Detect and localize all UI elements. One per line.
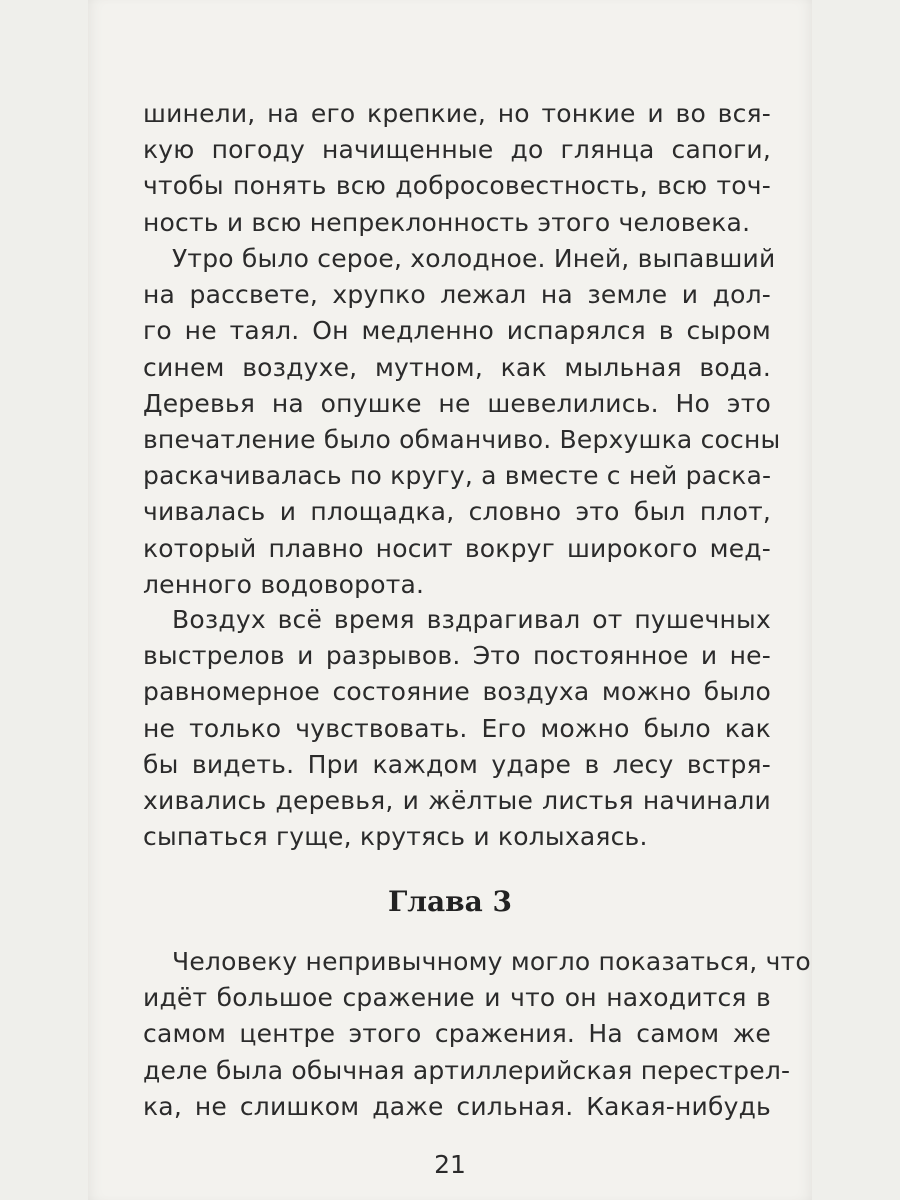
text-line: на рассвете, хрупко лежал на земле и дол- bbox=[143, 280, 771, 310]
paragraph-4 bbox=[143, 944, 811, 1125]
text-line: ленного водоворота. bbox=[143, 569, 425, 599]
text-line: самом центре этого сражения. На самом же bbox=[143, 1019, 771, 1049]
text-line: сыпаться гуще, крутясь и колыхаясь. bbox=[143, 822, 648, 852]
page-number: 21 bbox=[434, 1150, 466, 1179]
text-line: не только чувствовать. Его можно было как bbox=[143, 713, 771, 743]
text-line: синем воздухе, мутном, как мыльная вода. bbox=[143, 352, 771, 382]
text-line: чтобы понять всю добросовестность, всю точ- bbox=[143, 171, 771, 201]
text-line: Человеку непривычному могло показаться, что bbox=[172, 947, 811, 976]
text-line: идёт большое сражение и что он находится в bbox=[143, 983, 771, 1013]
paragraph-1 bbox=[143, 96, 771, 241]
text-line: который плавно носит вокруг широкого мед- bbox=[143, 533, 771, 563]
text-line: деле была обычная артиллерийская перестрел- bbox=[143, 1055, 791, 1085]
paragraph-3 bbox=[143, 602, 771, 855]
text-line: раскачивалась по кругу, а вместе с ней раска- bbox=[143, 461, 772, 491]
text-line: выстрелов и разрывов. Это постоянное и не- bbox=[143, 641, 771, 671]
text-line: впечатление было обманчиво. Верхушка сосны bbox=[143, 424, 781, 454]
text-line: чивалась и площадка, словно это был плот, bbox=[143, 497, 771, 527]
text-line: хивались деревья, и жёлтые листья начинали bbox=[143, 785, 771, 815]
text-line: Утро было серое, холодное. Иней, выпавший bbox=[172, 244, 776, 273]
text-line: ка, не слишком даже сильная. Какая-нибудь bbox=[143, 1091, 771, 1121]
text-line: бы видеть. При каждом ударе в лесу встря- bbox=[143, 749, 771, 779]
paragraph-2 bbox=[143, 241, 781, 603]
text-line: кую погоду начищенные до глянца сапоги, bbox=[143, 135, 771, 165]
text-line: ность и всю непреклонность этого человека. bbox=[143, 207, 751, 237]
text-line: равномерное состояние воздуха можно было bbox=[143, 677, 771, 707]
text-line: шинели, на его крепкие, но тонкие и во вся- bbox=[143, 99, 771, 128]
text-line: Деревья на опушке не шевелились. Но это bbox=[143, 388, 771, 418]
chapter-heading: Глава 3 bbox=[387, 885, 513, 918]
text-line: го не таял. Он медленно испарялся в сыром bbox=[143, 316, 771, 346]
text-line: Воздух всё время вздрагивал от пушечных bbox=[172, 605, 771, 634]
